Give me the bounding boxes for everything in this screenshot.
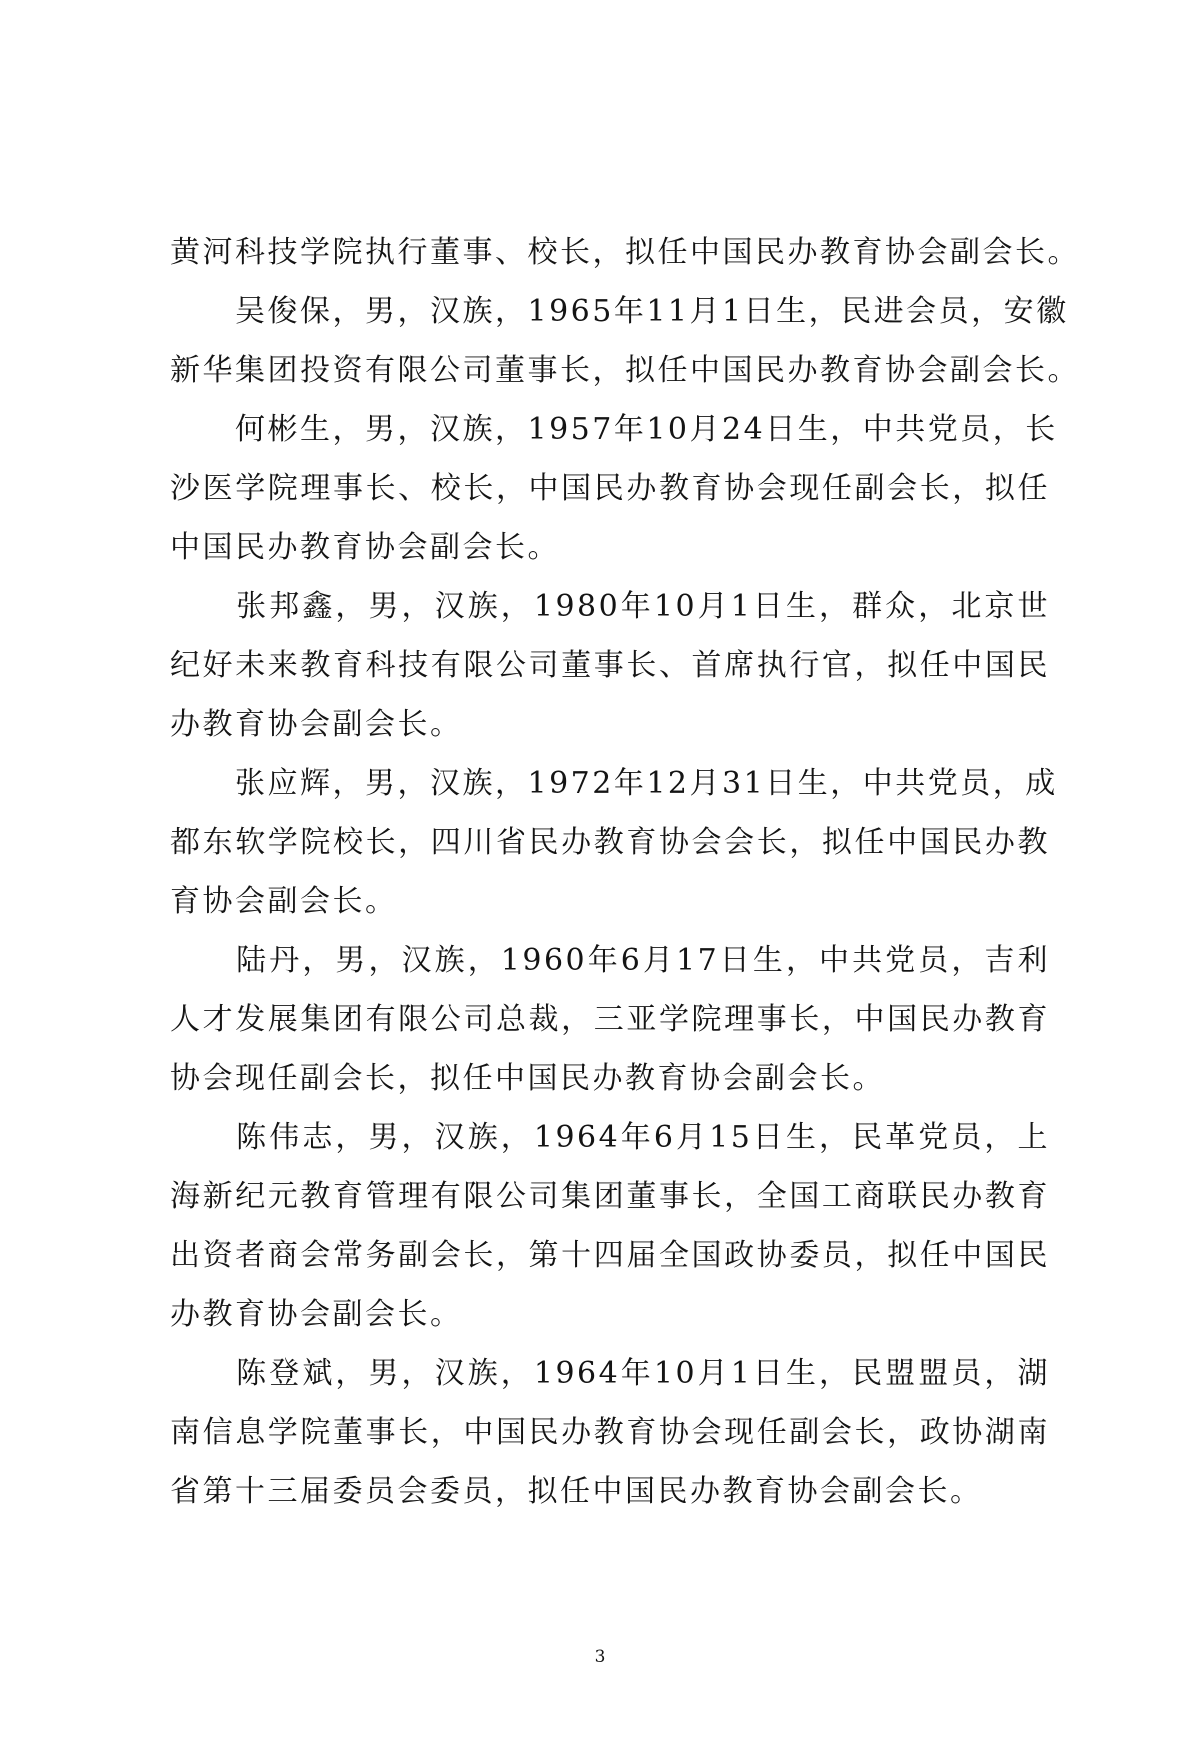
text-line: 都东软学院校长，四川省民办教育协会会长，拟任中国民办教 xyxy=(170,825,1050,860)
text-line: 沙医学院理事长、校长，中国民办教育协会现任副会长，拟任 xyxy=(170,471,1050,506)
text-line: 陆丹，男，汉族，1960年6月17日生，中共党员，吉利 xyxy=(170,943,1050,978)
page-number: 3 xyxy=(594,1647,606,1667)
text-line: 何彬生，男，汉族，1957年10月24日生，中共党员，长 xyxy=(170,412,1058,447)
text-line: 海新纪元教育管理有限公司集团董事长，全国工商联民办教育 xyxy=(170,1179,1050,1214)
text-line: 张邦鑫，男，汉族，1980年10月1日生，群众，北京世 xyxy=(170,589,1050,624)
text-line: 人才发展集团有限公司总裁，三亚学院理事长，中国民办教育 xyxy=(170,1002,1050,1037)
text-line: 中国民办教育协会副会长。 xyxy=(170,530,560,565)
text-line: 办教育协会副会长。 xyxy=(170,1297,463,1332)
text-line: 纪好未来教育科技有限公司董事长、首席执行官，拟任中国民 xyxy=(170,648,1050,683)
text-line: 吴俊保，男，汉族，1965年11月1日生，民进会员，安徽 xyxy=(170,294,1069,329)
text-line: 育协会副会长。 xyxy=(170,884,398,919)
text-line: 出资者商会常务副会长，第十四届全国政协委员，拟任中国民 xyxy=(170,1238,1050,1273)
text-line: 新华集团投资有限公司董事长，拟任中国民办教育协会副会长。 xyxy=(170,353,1080,388)
text-line: 张应辉，男，汉族，1972年12月31日生，中共党员，成 xyxy=(170,766,1058,801)
text-line: 陈登斌，男，汉族，1964年10月1日生，民盟盟员，湖 xyxy=(170,1356,1050,1391)
text-line: 办教育协会副会长。 xyxy=(170,707,463,742)
text-line: 协会现任副会长，拟任中国民办教育协会副会长。 xyxy=(170,1061,885,1096)
text-line: 陈伟志，男，汉族，1964年6月15日生，民革党员，上 xyxy=(170,1120,1050,1155)
text-line: 省第十三届委员会委员，拟任中国民办教育协会副会长。 xyxy=(170,1474,983,1509)
text-line: 黄河科技学院执行董事、校长，拟任中国民办教育协会副会长。 xyxy=(170,235,1080,270)
text-line: 南信息学院董事长，中国民办教育协会现任副会长，政协湖南 xyxy=(170,1415,1050,1450)
